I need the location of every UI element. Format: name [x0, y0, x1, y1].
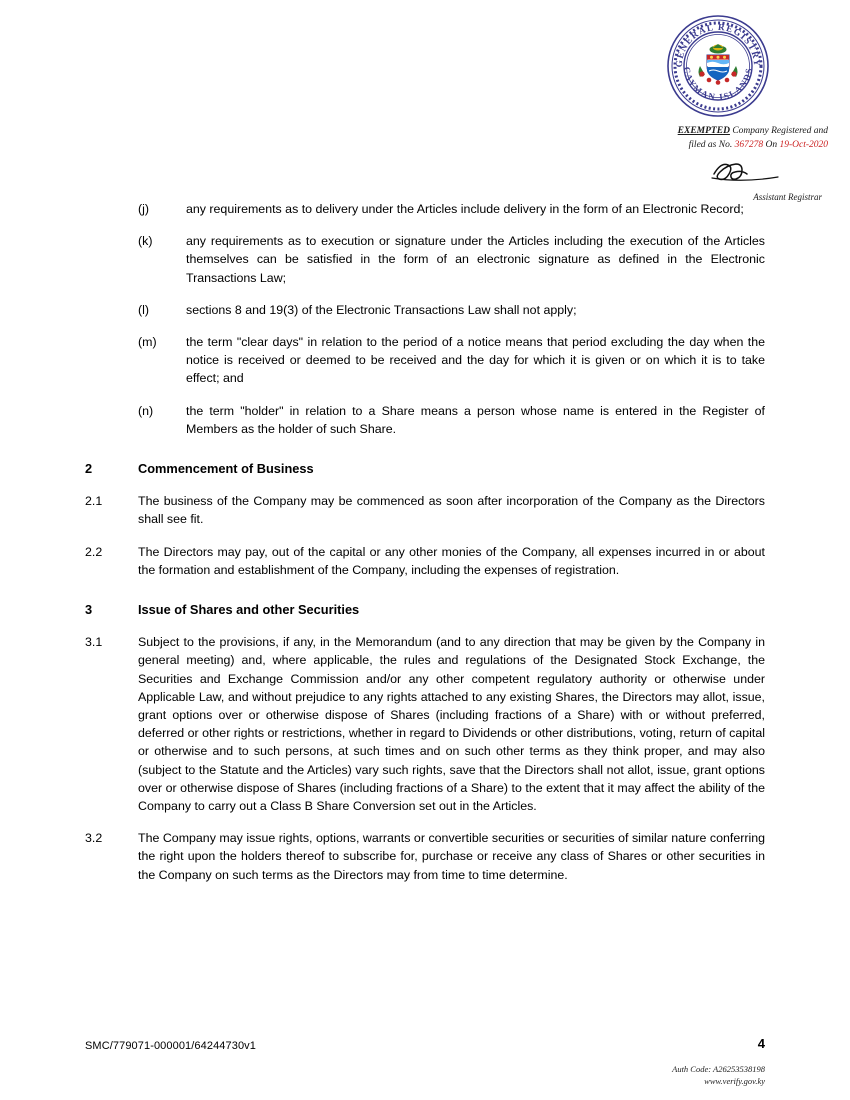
list-item-text: the term "holder" in relation to a Share means a person whose name is entered in the Register of Members as the holder of such Share.	[186, 403, 765, 436]
seal-container	[600, 14, 836, 118]
seal-top-text: GENERAL REGISTRY	[673, 21, 763, 68]
section-heading	[85, 460, 765, 478]
stamp-line1-rest: Company Registered and	[729, 126, 828, 136]
document-reference: SMC/779071-000001/64244730v1	[85, 1040, 256, 1052]
document-body	[0, 200, 850, 898]
registrar-signature	[600, 156, 836, 191]
list-marker: (n)	[138, 403, 154, 418]
list-item-text: any requirements as to execution or signature under the Articles including the execution of the Articles themselves can be satisfied in the form of an electronic signature as defined in the Electronic Transactions Law;	[186, 234, 765, 285]
clause-text: Subject to the provisions, if any, in the Memorandum (and to any direction that may be given by the Company in general meeting) and, where applicable, the rules and regulations of the Designated Stock Exchange, the Securities and Exchange Commission and/or any other competent regulatory authority or otherwise under Applicable Law, and without prejudice to any rights attached to any existing Shares, the Directors may allot, issue, grant options over or otherwise dispose of Shares (including fractions of a Share) with or without preferred, deferred or other rights or restrictions, whether in regard to Dividends or other distributions, voting, return of capital or otherwise and to such persons, at such times and on such other terms as they think proper, and may also (subject to the Statute and the Articles) vary such rights, save that the Directors shall not allot, issue, grant options over or otherwise dispose of Shares (including fractions of a Share) to the extent that it may affect the ability of the Company to carry out a Class B Share Conversion set out in the Articles.	[138, 635, 765, 814]
section-heading	[85, 601, 765, 619]
clause	[85, 543, 765, 579]
auth-code: Auth Code: A26253538198	[672, 1064, 765, 1074]
list-item-text: sections 8 and 19(3) of the Electronic Transactions Law shall not apply;	[186, 302, 577, 317]
list-marker: (m)	[138, 335, 157, 350]
list-item-text: any requirements as to delivery under the Articles include delivery in the form of an Electronic Record;	[186, 202, 744, 216]
section-title: Commencement of Business	[138, 461, 314, 477]
list-marker: (l)	[138, 302, 150, 317]
seal-bottom-text: CAYMAN ISLANDS	[681, 66, 755, 103]
coat-of-arms-icon	[699, 44, 738, 85]
stamp-line-filed	[600, 138, 828, 152]
clause-number: 2.2	[85, 544, 103, 559]
clause-text: The Company may issue rights, options, warrants or convertible securities or securities of similar nature conferring the right upon the holders thereof to subscribe for, purchase or receive any class of Shares or other securities in the Company on such terms as the Directors may from time to time determine.	[138, 831, 765, 882]
section-number: 2	[85, 461, 93, 477]
filing-date: 19-Oct-2020	[779, 140, 828, 150]
general-registry-seal-icon	[666, 14, 770, 118]
stamp-text-lines	[600, 124, 836, 152]
registration-number: 367278	[734, 140, 764, 150]
filed-mid: On	[763, 140, 780, 150]
list-item-text: the term "clear days" in relation to the period of a notice means that period excluding the day when the notice is received or deemed to be received and the day for which it is given or on which it is to take effect; and	[186, 335, 765, 386]
exempted-label: EXEMPTED	[677, 126, 730, 136]
clause	[85, 492, 765, 528]
list-marker: (k)	[138, 234, 153, 249]
section-number: 3	[85, 602, 93, 618]
section-title: Issue of Shares and other Securities	[138, 602, 360, 618]
assistant-registrar-label: Assistant Registrar	[753, 192, 822, 202]
clause-number: 2.1	[85, 494, 103, 509]
list-item	[138, 333, 765, 388]
signature-icon	[706, 156, 818, 186]
verify-url: www.verify.gov.ky	[704, 1075, 765, 1086]
filed-prefix: filed as No.	[688, 140, 735, 150]
list-marker: (j)	[138, 202, 150, 216]
clause	[85, 633, 765, 815]
list-item	[138, 200, 765, 218]
clause-number: 3.2	[85, 831, 103, 846]
list-item	[138, 232, 765, 287]
list-item	[138, 301, 765, 319]
clause-text: The Directors may pay, out of the capital or any other monies of the Company, all expenses incurred in or about the formation and establishment of the Company, including the expenses of registration.	[138, 544, 765, 577]
page-number: 4	[757, 1036, 765, 1051]
stamp-line-registered	[600, 124, 828, 138]
verification-block	[560, 1064, 765, 1087]
clause-number: 3.1	[85, 635, 103, 650]
list-item	[138, 402, 765, 438]
clause	[85, 829, 765, 884]
clause-text: The business of the Company may be commenced as soon after incorporation of the Company as the Directors shall see fit.	[138, 494, 765, 527]
registry-stamp	[600, 14, 836, 202]
